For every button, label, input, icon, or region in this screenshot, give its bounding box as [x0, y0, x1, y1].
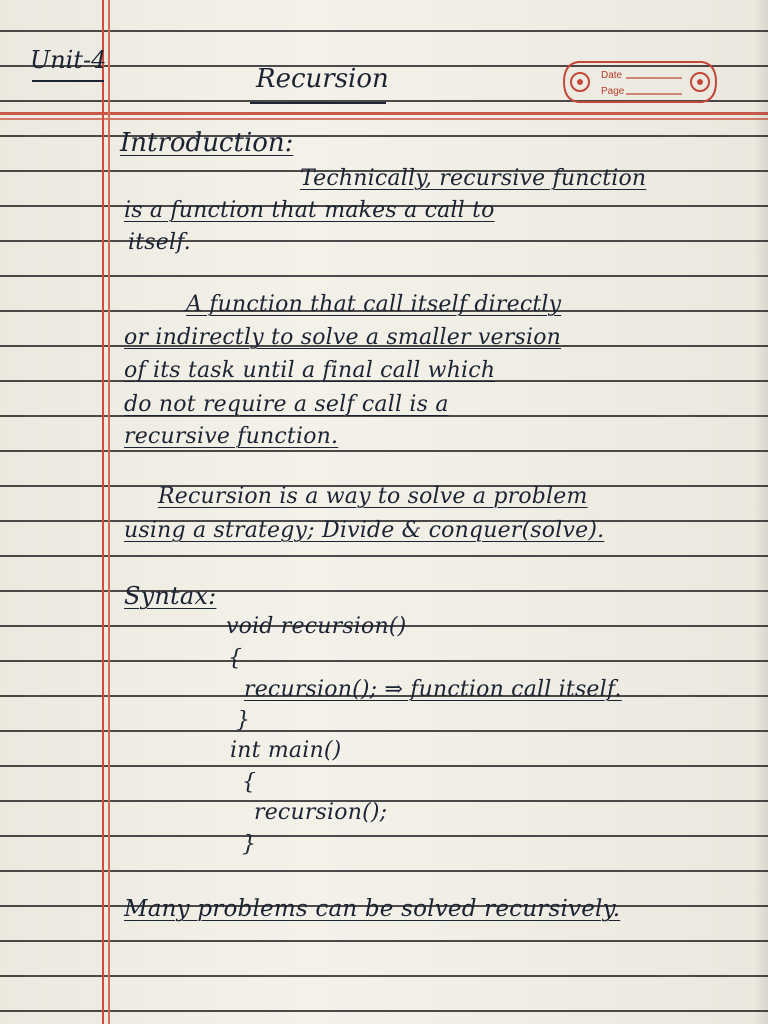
unit-underline — [32, 80, 104, 82]
syntax-line-4: } — [236, 708, 251, 733]
header-rule-secondary — [0, 118, 768, 120]
syntax-heading: Syntax: — [124, 582, 217, 610]
title-underline — [250, 102, 386, 104]
intro-para2-line4: do not require a self call is a — [124, 392, 449, 417]
margin-line — [102, 0, 104, 1024]
syntax-line-3: recursion(); ⇒ function call itself. — [244, 677, 622, 702]
intro-para2-line3: of its task until a final call which — [124, 358, 496, 383]
intro-para1-line3: itself. — [128, 230, 191, 255]
closing-statement: Many problems can be solved recursively. — [124, 896, 621, 922]
page-edge-shadow — [754, 0, 768, 1024]
syntax-line-7: recursion(); — [254, 800, 388, 825]
date-page-stamp-icon — [560, 54, 720, 110]
header-rule — [0, 112, 768, 115]
intro-para3-line1: Recursion is a way to solve a problem — [158, 484, 588, 509]
intro-para3-line2: using a strategy; Divide & conquer(solve). — [124, 518, 605, 543]
page-title: Recursion — [256, 64, 389, 94]
stamp-page-label: Page — [601, 86, 625, 97]
stamp-date-label: Date — [601, 70, 623, 81]
margin-line-secondary — [108, 0, 110, 1024]
syntax-line-2: { — [228, 646, 243, 671]
intro-para1-line1: Technically, recursive function — [300, 166, 647, 191]
syntax-line-6: { — [242, 770, 257, 795]
unit-label: Unit-4 — [30, 46, 107, 74]
syntax-line-5: int main() — [230, 738, 342, 763]
intro-para1-line2: is a function that makes a call to — [124, 198, 495, 223]
intro-para2-line2: or indirectly to solve a smaller version — [124, 325, 562, 350]
intro-para2-line5: recursive function. — [124, 424, 339, 449]
syntax-line-8: } — [242, 832, 257, 857]
intro-para2-line1: A function that call itself directly — [186, 292, 562, 317]
syntax-line-1: void recursion() — [226, 614, 407, 639]
introduction-heading: Introduction: — [120, 128, 294, 158]
